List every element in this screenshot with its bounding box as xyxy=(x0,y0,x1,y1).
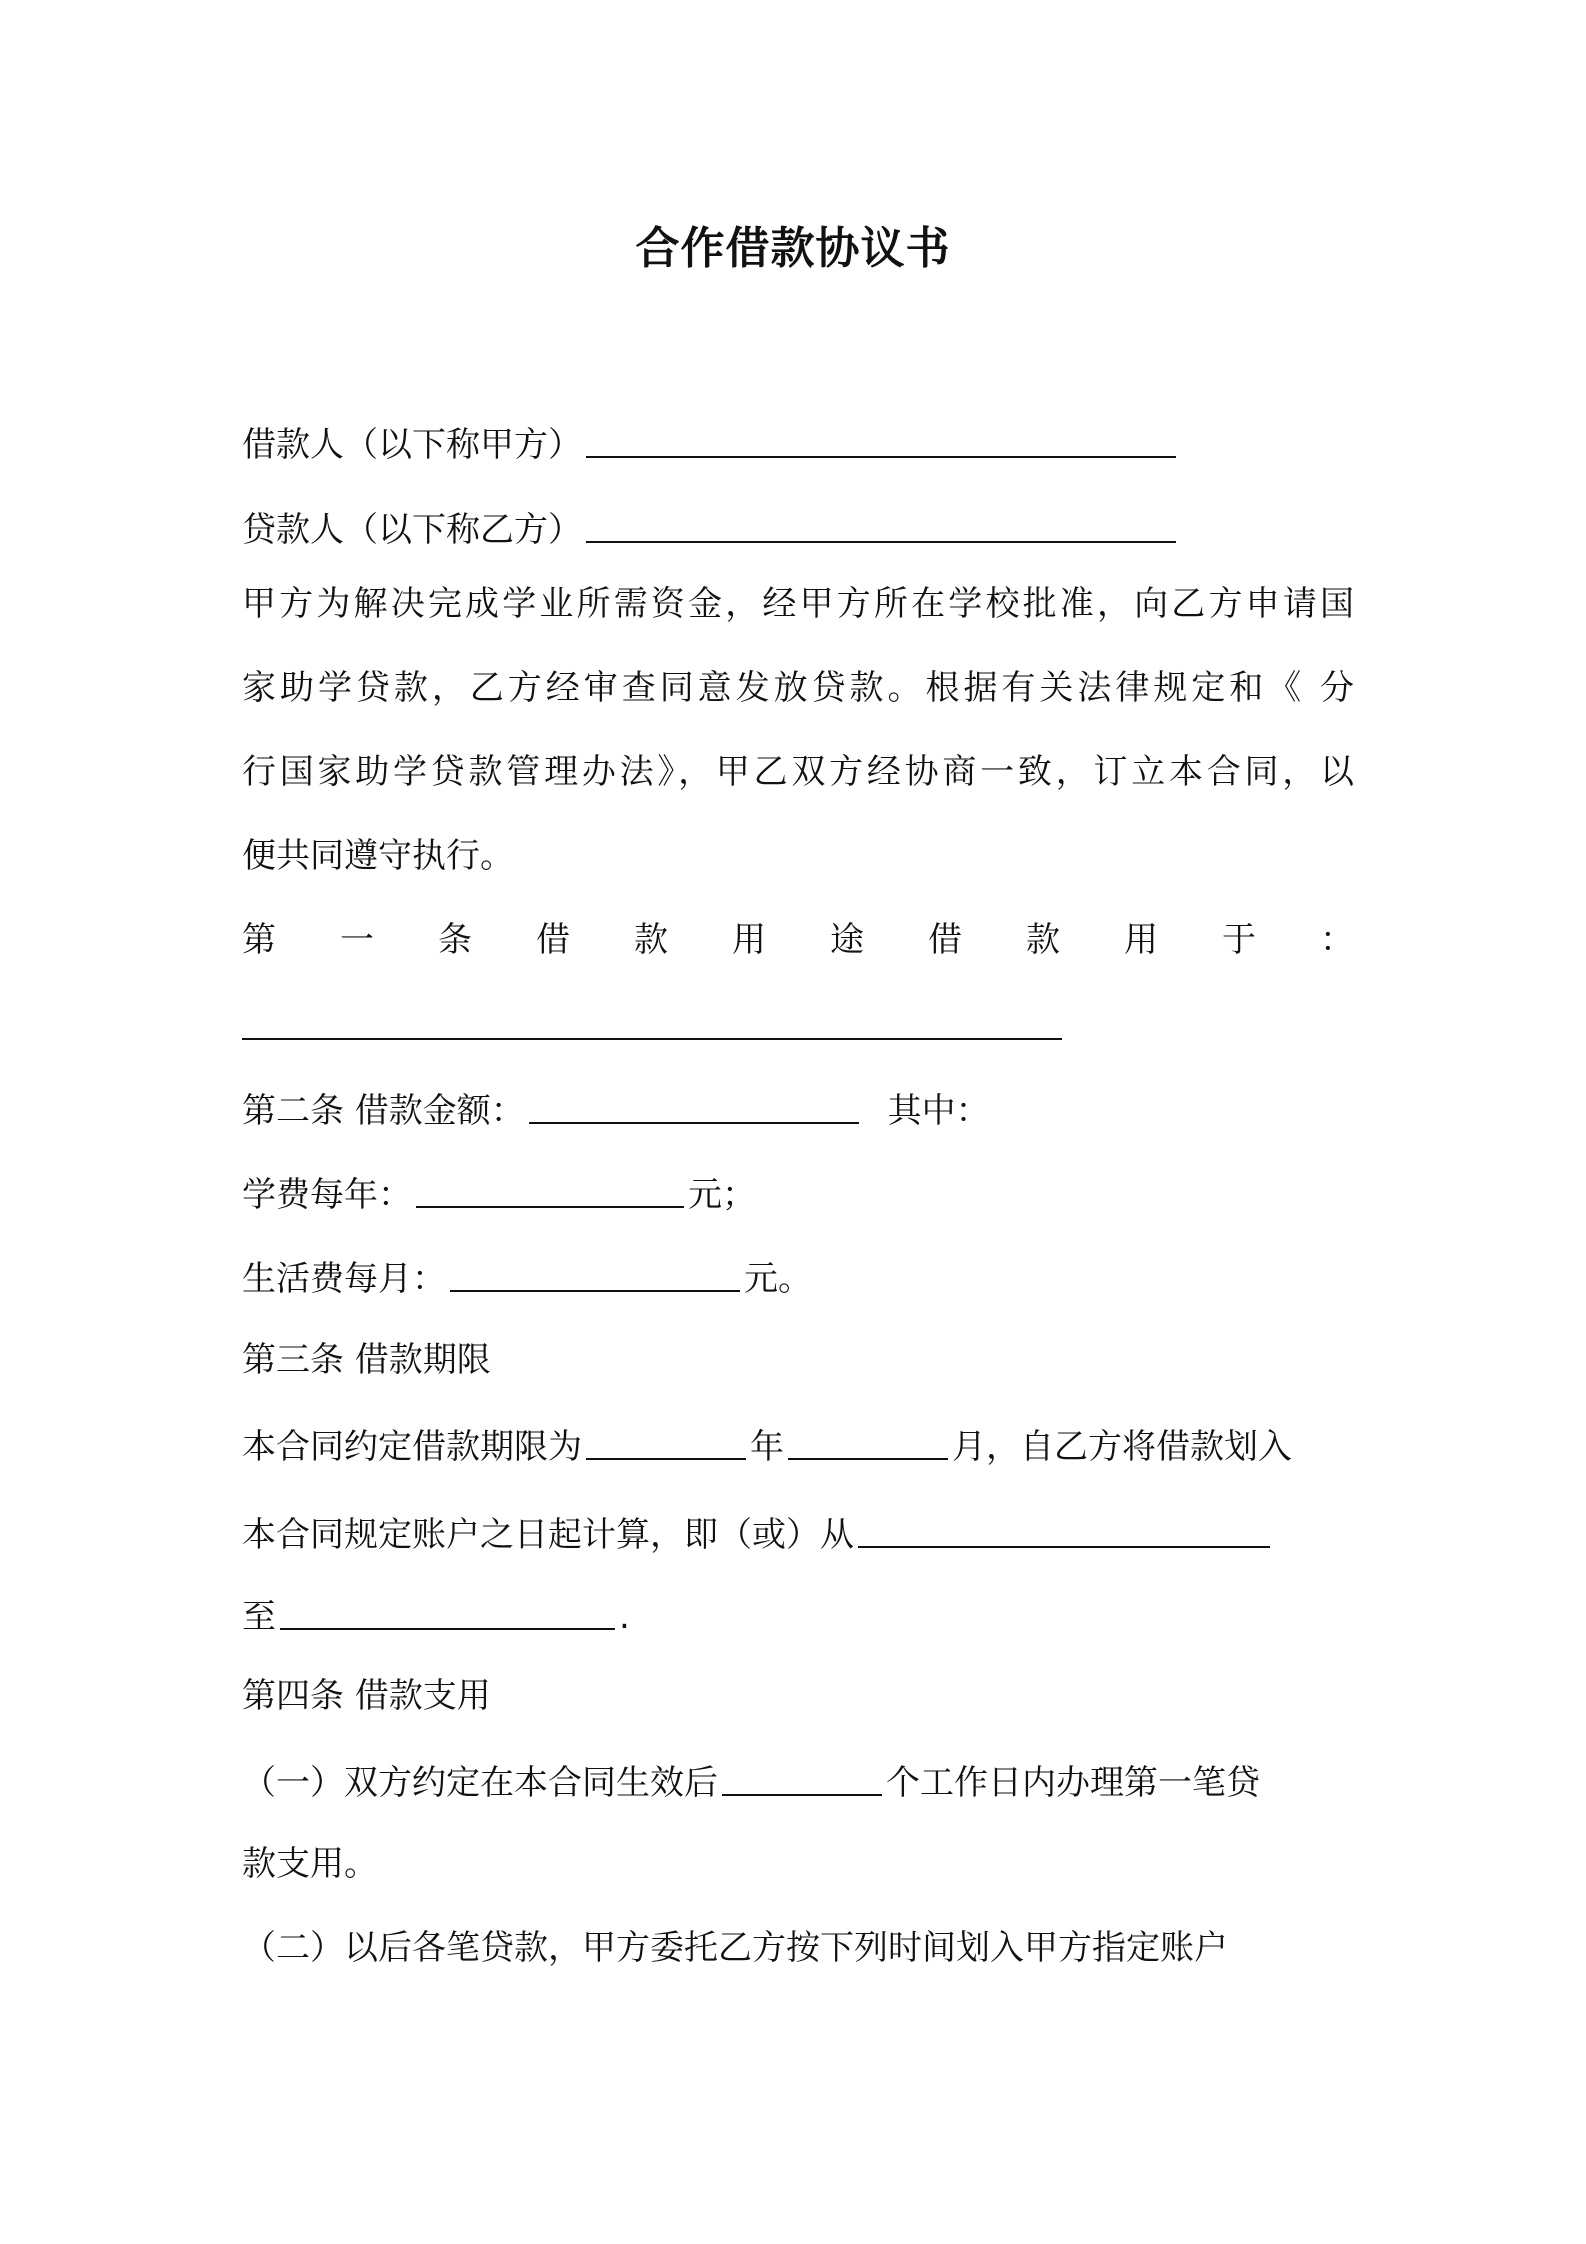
tuition-unit: 元； xyxy=(688,1175,756,1215)
living-blank[interactable] xyxy=(450,1256,740,1292)
article4-item1-line xyxy=(242,1758,1260,1805)
article3-heading: 第三条 借款期限 xyxy=(242,1340,491,1380)
item1-suffix: 个工作日内办理第一笔贷 xyxy=(886,1763,1260,1803)
preamble-line-1: 甲方为解决完成学业所需资金，经甲方所在学校批准，向乙方申请国 xyxy=(242,584,1354,624)
article3-line3 xyxy=(242,1592,630,1639)
living-label: 生活费每月： xyxy=(242,1259,446,1299)
start-date-blank[interactable] xyxy=(858,1512,1270,1548)
article4-item1-line2: 款支用。 xyxy=(242,1844,378,1884)
borrower-blank[interactable] xyxy=(586,422,1176,458)
end-period: . xyxy=(619,1597,630,1637)
purpose-blank[interactable] xyxy=(242,1004,1062,1040)
lender-label: 贷款人（以下称乙方） xyxy=(242,510,582,550)
preamble-line-4: 便共同遵守执行。 xyxy=(242,836,514,876)
article3-line2-prefix: 本合同规定账户之日起计算，即（或）从 xyxy=(242,1515,854,1555)
item1-prefix: （一）双方约定在本合同生效后 xyxy=(242,1763,718,1803)
term-month-suffix: 月，自乙方将借款划入 xyxy=(952,1427,1292,1467)
living-unit: 元。 xyxy=(744,1259,812,1299)
amount-blank[interactable] xyxy=(529,1088,859,1124)
tuition-blank[interactable] xyxy=(416,1172,684,1208)
workdays-blank[interactable] xyxy=(722,1760,882,1796)
term-prefix: 本合同约定借款期限为 xyxy=(242,1427,582,1467)
term-year-label: 年 xyxy=(750,1427,784,1467)
preamble-line-3: 行国家助学贷款管理办法》，甲乙双方经协商一致，订立本合同，以 xyxy=(242,752,1354,792)
tuition-line xyxy=(242,1170,756,1217)
article1-label: 第 一 条 借 款 用 途 借 款 用 于 ： xyxy=(242,920,1354,960)
article1-blank-line xyxy=(242,1002,1066,1049)
article3-term-line xyxy=(242,1422,1292,1469)
term-year-blank[interactable] xyxy=(586,1424,746,1460)
article4-heading: 第四条 借款支用 xyxy=(242,1676,491,1716)
document-title: 合作借款协议书 xyxy=(635,223,951,274)
article2-label: 第二条 借款金额： xyxy=(242,1091,525,1131)
article2-line xyxy=(242,1086,990,1133)
tuition-label: 学费每年： xyxy=(242,1175,412,1215)
living-line xyxy=(242,1254,812,1301)
article3-line2 xyxy=(242,1510,1274,1557)
preamble-line-2: 家助学贷款，乙方经审查同意发放贷款。根据有关法律规定和《 分 xyxy=(242,668,1354,708)
among-label: 其中： xyxy=(887,1091,990,1131)
lender-blank[interactable] xyxy=(586,507,1176,543)
term-month-blank[interactable] xyxy=(788,1424,948,1460)
lender-line xyxy=(242,505,1180,552)
article4-item2: （二）以后各笔贷款，甲方委托乙方按下列时间划入甲方指定账户 xyxy=(242,1928,1228,1968)
borrower-line xyxy=(242,420,1180,467)
end-date-blank[interactable] xyxy=(280,1594,615,1630)
to-label: 至 xyxy=(242,1597,276,1637)
borrower-label: 借款人（以下称甲方） xyxy=(242,425,582,465)
